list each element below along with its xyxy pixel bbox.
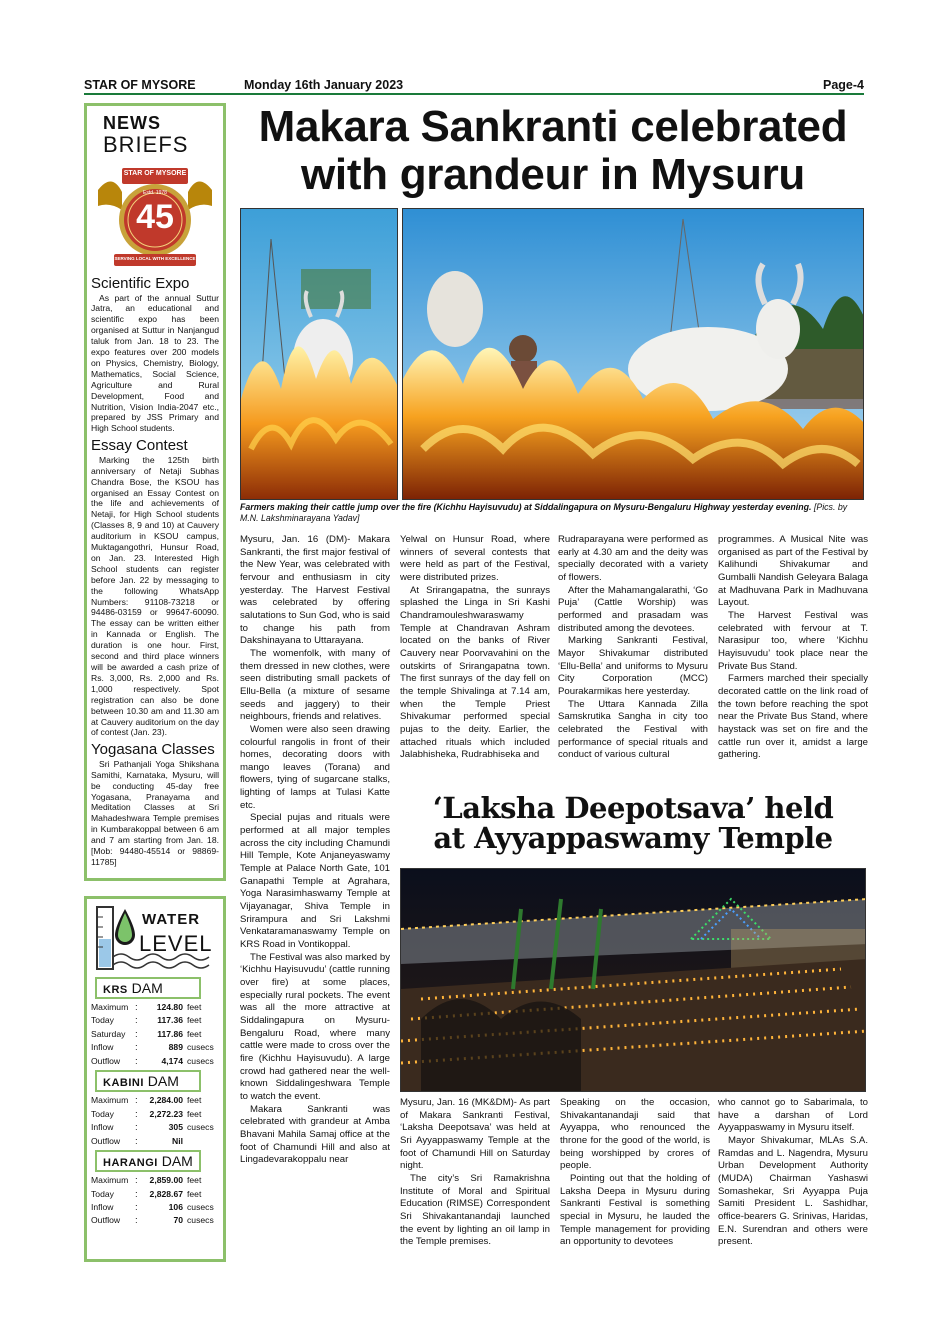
dam-title: KABINI DAM [95, 1070, 201, 1092]
logo-number: 45 [136, 198, 174, 236]
issue-date: Monday 16th January 2023 [244, 78, 404, 92]
water-level-header [87, 899, 223, 975]
brief-body: Marking the 125th birth anniversary of Netaji Subhas Chandra Bose, the KSOU has organised an Essay Contest on the life and achievements of Netaji, for High School students (Classes 8, 9 and 10) at Cauvery auditorium in KSOU campus, Muktagangothri, Hunsur Road, on Jan. 23. Interested High School students can register before Jan. 22 by messaging to the following WhatsApp Numbers: 91108-73218 or 94486-03159 or 99647-60090. The essay can be written either in Kannada or English. The duration is one hour. First, second and third place winners will be awarded a cash prize of Rs. 3,000, Rs. 2,000 and Rs. 1,000 respectively. Spot registration can also be done between 10.30 am and 11.30 am at Cauvery auditorium on the day of contest (Jan. 23). [91, 454, 219, 738]
page-number: Page-4 [823, 78, 864, 92]
table-row: Inflow : 106 cusecs [91, 1201, 214, 1213]
dam-block-harangi [91, 1150, 219, 1228]
dam-title: HARANGI DAM [95, 1150, 201, 1172]
table-row: Today : 117.36 feet [91, 1015, 202, 1027]
publication-name: STAR OF MYSORE [84, 78, 196, 92]
cattle-fire-photo-left [240, 208, 398, 500]
table-row: Maximum : 2,284.00 feet [91, 1095, 202, 1107]
water-label: WATER [142, 911, 201, 928]
water-level-box [84, 896, 226, 1262]
dam-title: KRS DAM [95, 977, 201, 999]
story2-column-3: who cannot go to Sabarimala, to have a darshan of Lord Ayyappaswamy in Mysuru itself. Mayor Shivakumar, MLAs S.A. Ramdas and L. Nagendra, Mysuru Urban Development Authority (MUDA) Chairman Yashaswi Somashekar, Sri Ayyappa Puja Samiti President L. Sashidhar, office-bearers G. Srinivas, Haridas, E.N. Surendran and others were present. [718, 1097, 868, 1248]
story1-column-2: Yelwal on Hunsur Road, where winners of several contests that were held as part of the Festival, were distributed prizes. At Srirangapatna, the sunrays splashed the Linga in Sri Kashi Chandramouleshwaraswamy Temple at Chandravan Ashram located on the banks of River Cauvery near Poorvavahini on the outskirts of Srirangapatna town. The first sunrays of the day fell on the temple Shivalinga at 7.14 am, when the Temple Priest Shivakumar performed special pujas to the deity. Earlier, the attached rituals which included Jalabhisheka, Rudrabhiseka and [400, 534, 550, 761]
story1-column-1: Mysuru, Jan. 16 (DM)- Makara Sankranti, the first major festival of the New Year, was celebrated with fervour and enthusiasm in city yesterday. The Harvest Festival was celebrated by offering salutations to Sun God, who is said to change his path from Dakshinayana to Uttarayana. The womenfolk, with many of them dressed in new clothes, were seen distributing small packets of Ellu-Bella (a mixture of sesame seeds and jaggery) to their neighbours, friends and relatives. Women were also seen drawing colourful rangolis in front of their homes, decorating doors with mango leaves (Torana) and flowers, tying of sugarcane stalks, lighting of lamps at Tulasi Katte etc. Special pujas and rituals were performed at all major temples across the city including Chamundi Hill Temple, Kote Anjaneyaswamy Temple at Palace North Gate, 101 Ganapathi Temple at Agrahara, Yoga Narasimhaswamy Temple at Vijayanagar, Shiva Temple in Srirampura and Sri Lakshmi Venkataramanaswamy Temple on KRS Road in Vontikoppal. The Festival was also marked by ‘Kichhu Hayisuvudu’ (cattle running over fire) at some places, especially rural pockets. The event was all the more attractive at Siddalingapura on Mysuru-Bengaluru Road, where many cattle were made to cross over the fire (Kichhu Hayisuvudu). A large crowd had gathered near the well-known Siddalingeshwara Temple to watch the event. Makara Sankranti was celebrated with grandeur at Amba Bhavani Mahila Samaj office at the foot of Chamundi Hill and also at Lingadevarakoppalu near [240, 534, 390, 1166]
second-headline: ‘Laksha Deepotsava’ held at Ayyappaswamy Temple [432, 791, 834, 856]
masthead [84, 78, 864, 95]
table-row: Inflow : 889 cusecs [91, 1042, 214, 1054]
table-row: Today : 2,272.23 feet [91, 1108, 202, 1120]
anniversary-logo [92, 162, 218, 272]
dam-readings-table [91, 1174, 219, 1228]
table-row: Outflow : 4,174 cusecs [91, 1055, 214, 1067]
table-row: Outflow : 70 cusecs [91, 1215, 214, 1227]
dam-readings-table [91, 1094, 219, 1148]
table-row: Outflow : Nil [91, 1135, 183, 1147]
brief-body: Sri Pathanjali Yoga Shikshana Samithi, Karnataka, Mysuru, will be conducting 45-day free Yogasana, Pranayama and Meditation Classes at Sri Mahadeshwara Temple premises in Kumbarakoppal between 6 am and 7 am starting from Jan. 18. [Mob: 94480-45514 or 98869-11785] [91, 758, 219, 867]
brief-heading: Essay Contest [91, 437, 188, 455]
dam-block-kabini [91, 1070, 219, 1148]
story2-column-1: Mysuru, Jan. 16 (MK&DM)- As part of Makara Sankranti Festival, ‘Laksha Deepotsava’ was held at Sri Ayyappaswamy Temple at the foot of Chamundi Hill on Saturday night. The city’s Sri Ramakrishna Institute of Moral and Spiritual Education (RIMSE) Correspondent Sri Shivakantanandaji launched the event by lighting an oil lamp in the Temple premises. [400, 1097, 550, 1248]
table-row: Maximum : 2,859.00 feet [91, 1175, 202, 1187]
dam-readings-table [91, 1001, 219, 1068]
brief-heading: Scientific Expo [91, 275, 190, 292]
deepotsava-photo [400, 868, 866, 1092]
photo-caption: Farmers making their cattle jump over the fire (Kichhu Hayisuvudu) at Siddalingapura on Mysuru-Bengaluru Highway yesterday evening. [Pics. by M.N. Lakshminarayana Yadav] [240, 502, 848, 523]
main-headline: Makara Sankranti celebrated with grandeur in Mysuru [258, 102, 848, 199]
table-row: Saturday : 117.86 feet [91, 1028, 202, 1040]
brief-body: As part of the annual Suttur Jatra, an educational and scientific expo has been organised at Suttur in Nanjangud taluk from Jan. 18 to 23. The expo features over 200 models on Physics, Chemistry, Biology, Mathematics, Social Science, Agriculture and Rural Development, Food and Nutrition, Vision India-2047 etc., prepared by JSS Primary and High School students. [91, 292, 219, 434]
story1-column-4: programmes. A Musical Nite was organised as part of the Festival by Kalihundi Shivakumar and Gumballi Nandish Geleyara Balaga at Madhuvana Park in Madhuvana Layout. The Harvest Festival was celebrated with fervour at T. Narasipur too, where ‘Kichhu Hayisuvudu’ took place near the Private Bus Stand. Farmers marched their specially decorated cattle on the link road of the town before reaching the spot near the Private Bus Stand, where haystack was set on fire and the cattle run over it, amidst a large gathering. [718, 534, 868, 761]
logo-motto: SERVING LOCAL WITH EXCELLENCE [114, 256, 196, 261]
story2-column-2: Speaking on the occasion, Shivakantanandaji said that Ayyappa, who renounced the throne for the good of the world, is being worshipped by crores of people. Pointing out that the holding of Laksha Deepa in Mysuru during Sankranti Festival is something special in Mysuru, he lauded the Temple management for providing an opportunity to devotees [560, 1097, 710, 1248]
logo-estd: Estd. 1978 [143, 190, 167, 196]
brief-heading: Yogasana Classes [91, 741, 215, 759]
dam-block-krs [91, 977, 219, 1068]
table-row: Maximum : 124.80 feet [91, 1002, 202, 1013]
news-briefs-title [91, 114, 219, 156]
cattle-fire-photo-main [402, 208, 864, 500]
logo-top-text: STAR OF MYSORE [123, 170, 187, 177]
story1-column-3: Rudraparayana were performed as early at 4.30 am and the deity was specially decorated with a variety of flowers. After the Mahamangalarathi, ‘Go Puja’ (Cattle Worship) was performed and prasadam was distributed among the devotees. Marking Sankranti Festival, Mayor Shivakumar distributed ‘Ellu-Bella’ and uniforms to Mysuru City Corporation (MCC) Pourakarmikas here yesterday. The Uttara Kannada Zilla Samskrutika Sangha in city too celebrated the Festival with performance of special rituals and conduct of various cultural [558, 534, 708, 761]
level-label: LEVEL [139, 931, 213, 956]
news-label: NEWS [103, 113, 161, 133]
briefs-label: BRIEFS [103, 132, 189, 157]
table-row: Today : 2,828.67 feet [91, 1188, 202, 1200]
news-briefs-box [84, 103, 226, 881]
table-row: Inflow : 305 cusecs [91, 1122, 214, 1134]
